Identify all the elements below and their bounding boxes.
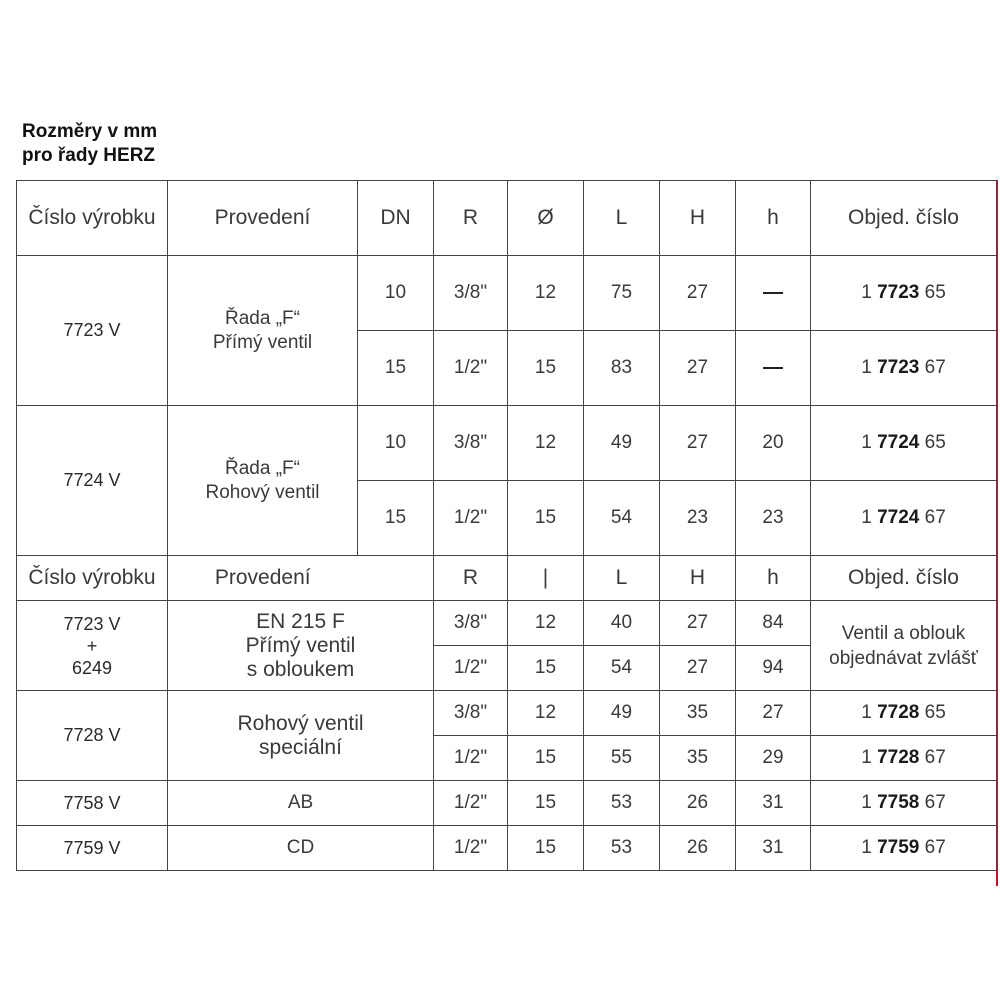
diameter-cell: 15 [508,736,584,781]
h-upper-cell: 26 [660,826,736,871]
diameter-cell: 15 [508,781,584,826]
h-lower-cell: 31 [736,781,811,826]
order-number-cell [811,481,997,556]
product-number: 7723 V [17,256,168,406]
order-suffix: 65 [924,432,946,453]
l-cell: 55 [584,736,660,781]
r-cell: 1/2" [434,736,508,781]
h-upper-cell: 27 [660,646,736,691]
dash-icon [763,367,783,369]
design-cell [168,256,358,406]
design-line: Řada „F“ [225,457,300,479]
table-row [17,256,997,331]
heading-line-2: pro řady HERZ [22,145,156,166]
header-product-number: Číslo výrobku [17,556,168,601]
design-cell [168,406,358,556]
product-number: 7728 V [17,691,168,781]
header-h-lower: h [736,556,811,601]
table-row [17,406,997,481]
l-cell: 49 [584,406,660,481]
r-cell: 1/2" [434,331,508,406]
header-r: R [434,556,508,601]
diameter-cell: 12 [508,691,584,736]
order-main: 7724 [877,432,920,453]
order-main: 7723 [877,282,920,303]
table-row [17,601,997,646]
h-lower-cell: 20 [736,406,811,481]
header-h-lower: h [736,181,811,256]
order-main: 7723 [877,357,920,378]
order-main: 7758 [877,792,920,813]
order-number-cell [811,331,997,406]
order-suffix: 67 [924,507,946,528]
order-note-cell [811,601,997,691]
r-cell: 3/8" [434,601,508,646]
order-suffix: 65 [924,282,946,303]
order-suffix: 67 [924,747,946,768]
diameter-cell: 15 [508,331,584,406]
h-lower-cell [736,331,811,406]
order-number-cell [811,691,997,736]
order-main: 7759 [877,837,920,858]
diameter-cell: 12 [508,406,584,481]
design-line: Rohový ventil [205,481,320,503]
order-prefix: 1 [861,792,872,813]
table-row [17,691,997,736]
table-heading [22,120,157,168]
h-upper-cell: 27 [660,331,736,406]
order-prefix: 1 [861,837,872,858]
r-cell: 3/8" [434,256,508,331]
design-cell [168,601,434,691]
design-cell [168,691,434,781]
h-lower-cell: 31 [736,826,811,871]
design-line: EN 215 F [256,609,345,633]
diameter-cell: 15 [508,481,584,556]
r-cell: 1/2" [434,826,508,871]
header-l: L [584,556,660,601]
order-prefix: 1 [861,282,872,303]
h-upper-cell: 27 [660,601,736,646]
r-cell: 1/2" [434,781,508,826]
header-order-number: Objed. číslo [811,556,997,601]
design-line: Řada „F“ [225,307,300,329]
h-upper-cell: 35 [660,691,736,736]
h-lower-cell: 27 [736,691,811,736]
l-cell: 40 [584,601,660,646]
diameter-cell: 12 [508,601,584,646]
note-line: objednávat zvlášť [829,647,978,669]
h-lower-cell: 94 [736,646,811,691]
design-line: Přímý ventil [245,633,356,657]
l-cell: 49 [584,691,660,736]
design-cell: AB [168,781,434,826]
r-cell: 3/8" [434,691,508,736]
order-prefix: 1 [861,432,872,453]
product-line: 6249 [71,657,113,678]
h-upper-cell: 35 [660,736,736,781]
order-number-cell [811,781,997,826]
order-suffix: 67 [924,357,946,378]
diameter-cell: 15 [508,826,584,871]
l-cell: 83 [584,331,660,406]
order-number-cell [811,736,997,781]
dimensions-table [16,180,997,871]
header-product-number: Číslo výrobku [17,181,168,256]
design-line: Přímý ventil [212,331,313,353]
r-cell: 1/2" [434,481,508,556]
table-row [17,826,997,871]
header-diameter: | [508,556,584,601]
header-design: Provedení [168,181,358,256]
h-upper-cell: 26 [660,781,736,826]
heading-line-1: Rozměry v mm [22,121,158,142]
diameter-cell: 12 [508,256,584,331]
note-line: Ventil a oblouk [841,622,966,644]
dn-cell: 10 [358,406,434,481]
l-cell: 54 [584,646,660,691]
header-diameter: Ø [508,181,584,256]
order-number-cell [811,406,997,481]
header-h-upper: H [660,181,736,256]
diameter-cell: 15 [508,646,584,691]
dn-cell: 15 [358,481,434,556]
h-lower-cell: 84 [736,601,811,646]
order-main: 7728 [877,702,920,723]
order-suffix: 67 [924,837,946,858]
h-lower-cell: 29 [736,736,811,781]
h-upper-cell: 27 [660,406,736,481]
header-empty [358,556,434,601]
header-h-upper: H [660,556,736,601]
r-cell: 3/8" [434,406,508,481]
order-number-cell [811,256,997,331]
order-prefix: 1 [861,702,872,723]
dn-cell: 15 [358,331,434,406]
product-number [17,601,168,691]
header-design: Provedení [168,556,358,601]
order-number-cell [811,826,997,871]
design-line: Rohový ventil [237,711,364,735]
header-r: R [434,181,508,256]
order-prefix: 1 [861,747,872,768]
order-prefix: 1 [861,357,872,378]
table-header-row [17,556,997,601]
product-number: 7759 V [17,826,168,871]
h-upper-cell: 23 [660,481,736,556]
order-main: 7728 [877,747,920,768]
table-header-row [17,181,997,256]
table-row [17,781,997,826]
h-lower-cell: 23 [736,481,811,556]
product-line: 7723 V [63,613,121,634]
l-cell: 53 [584,781,660,826]
design-line: speciální [259,735,342,759]
order-suffix: 67 [924,792,946,813]
product-number: 7724 V [17,406,168,556]
l-cell: 75 [584,256,660,331]
dn-cell: 10 [358,256,434,331]
design-line: s obloukem [246,657,355,681]
h-upper-cell: 27 [660,256,736,331]
l-cell: 54 [584,481,660,556]
order-suffix: 65 [924,702,946,723]
r-cell: 1/2" [434,646,508,691]
header-order-number: Objed. číslo [811,181,997,256]
order-main: 7724 [877,507,920,528]
product-number: 7758 V [17,781,168,826]
dash-icon [763,292,783,294]
l-cell: 53 [584,826,660,871]
product-line: + [86,635,98,656]
header-l: L [584,181,660,256]
order-prefix: 1 [861,507,872,528]
h-lower-cell [736,256,811,331]
header-dn: DN [358,181,434,256]
design-cell: CD [168,826,434,871]
